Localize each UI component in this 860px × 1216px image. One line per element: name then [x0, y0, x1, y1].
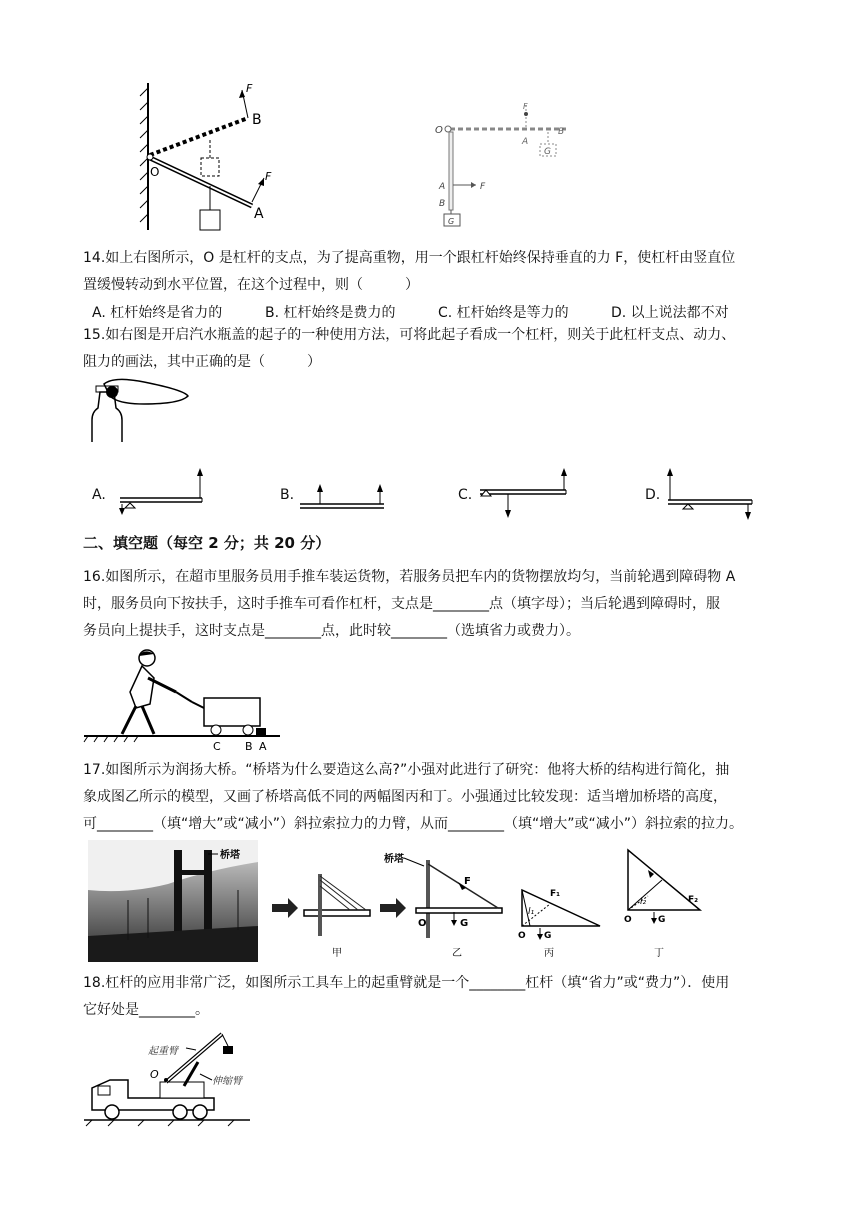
question-18-text: 18.杠杆的应用非常广泛，如图所示工具车上的起重臂就是一个________杠杆（填“省力”或“费力”）．使用 它好处是________。 [83, 975, 730, 1018]
force-f1-label: F₁ [550, 889, 561, 899]
force-f-label: F [480, 182, 486, 192]
telescopic-arm-label: 伸缩臂 [212, 1076, 242, 1087]
weight-g-label: G [544, 147, 551, 157]
option-d-diagram [662, 460, 762, 522]
force-f-label: F [464, 876, 471, 887]
option-b: B. 杠杆始终是费力的 [265, 305, 396, 321]
section-heading: 二、填空题（每空 2 分；共 20 分） [83, 534, 331, 552]
option-d: D. 以上说法都不对 [611, 305, 729, 321]
point-a-label: A [254, 206, 264, 222]
force-f-label: F [265, 170, 272, 183]
option-a-label: A. [92, 487, 106, 503]
bottle-opener-figure [84, 378, 194, 444]
caption-jia: 甲 [332, 948, 342, 959]
weight-g-label: G [544, 931, 552, 941]
option-a-diagram [110, 460, 210, 515]
caption-yi: 乙 [452, 948, 462, 959]
point-a-label: A [439, 182, 446, 192]
force-f-label: F [523, 102, 528, 111]
point-o-label: O [435, 125, 443, 136]
point-b-label: B [439, 199, 446, 209]
point-b-label: B [252, 112, 262, 128]
weight-g-label: G [658, 915, 666, 925]
option-a: A. 杠杆始终是省力的 [92, 305, 223, 321]
arm-l2-label: l₂ [640, 897, 647, 907]
option-d-label: D. [645, 487, 661, 503]
option-c-label: C. [458, 487, 473, 503]
point-o-label: O [518, 931, 526, 941]
question-14-stem: 14.如上右图所示，O 是杠杆的支点，为了提高重物，用一个跟杠杆始终保持垂直的力 F，使杠杆由竖直位 置缓慢转动到水平位置，在这个过程中，则（ ） [83, 250, 736, 293]
point-o-label: O [150, 1068, 159, 1081]
point-a-label: A [522, 137, 529, 147]
weight-g-label: G [460, 918, 469, 929]
question-17-text: 17.如图所示为润扬大桥。“桥塔为什么要造这么高?”小强对此进行了研究：他将大桥的结构进行简化，抽 象成图乙所示的模型，又画了桥塔高低不同的两幅图丙和丁。小强通过比较发现：适当增加桥塔的高度， 可________（填“增大”或“减小”）斜拉索拉力的力臂，从而________（填“增大”或“减小”）斜拉索的拉力。 [83, 762, 744, 832]
crane-arm-label: 起重臂 [148, 1046, 178, 1057]
tower-label: 桥塔 [220, 850, 240, 861]
option-b-label: B. [280, 487, 295, 503]
crane-truck-figure [84, 1028, 254, 1128]
option-b-diagram [296, 460, 396, 515]
weight-g-label: G [448, 217, 455, 226]
question-16-text: 16.如图所示，在超市里服务员用手推车装运货物，若服务员把车内的货物摆放均匀，当前轮遇到障碍物 A 时，服务员向下按扶手，这时手推车可看作杠杆，支点是________点（填字母）；当后轮遇到障碍时，服 务员向上提扶手，这时支点是________点，此时较________（选填省力或费力）。 [83, 569, 736, 639]
question-15-stem: 15.如右图是开启汽水瓶盖的起子的一种使用方法，可将此起子看成一个杠杆，则关于此杠杆支点、动力、 阻力的画法，其中正确的是（ ） [83, 327, 736, 370]
point-b-label: B [245, 740, 253, 753]
point-o-label: O [418, 918, 427, 929]
point-c-label: C [213, 740, 221, 753]
option-c-diagram [476, 460, 576, 522]
caption-bing: 丙 [544, 948, 554, 959]
point-o-label: O [150, 165, 160, 179]
lever-wall-figure [130, 78, 290, 238]
bridge-model-figure [88, 840, 708, 962]
shopping-cart-figure [84, 648, 284, 753]
arm-l1-label: l₁ [528, 907, 535, 917]
point-o-label: O [624, 915, 632, 925]
force-f-label: F [246, 82, 253, 95]
rotating-lever-figure [436, 100, 576, 228]
option-c: C. 杠杆始终是等力的 [438, 305, 569, 321]
caption-ding: 丁 [654, 948, 664, 959]
force-f2-label: F₂ [688, 895, 699, 905]
point-b-label: B [558, 127, 565, 137]
tower-label: 桥塔 [384, 854, 404, 865]
point-a-label: A [259, 740, 267, 753]
